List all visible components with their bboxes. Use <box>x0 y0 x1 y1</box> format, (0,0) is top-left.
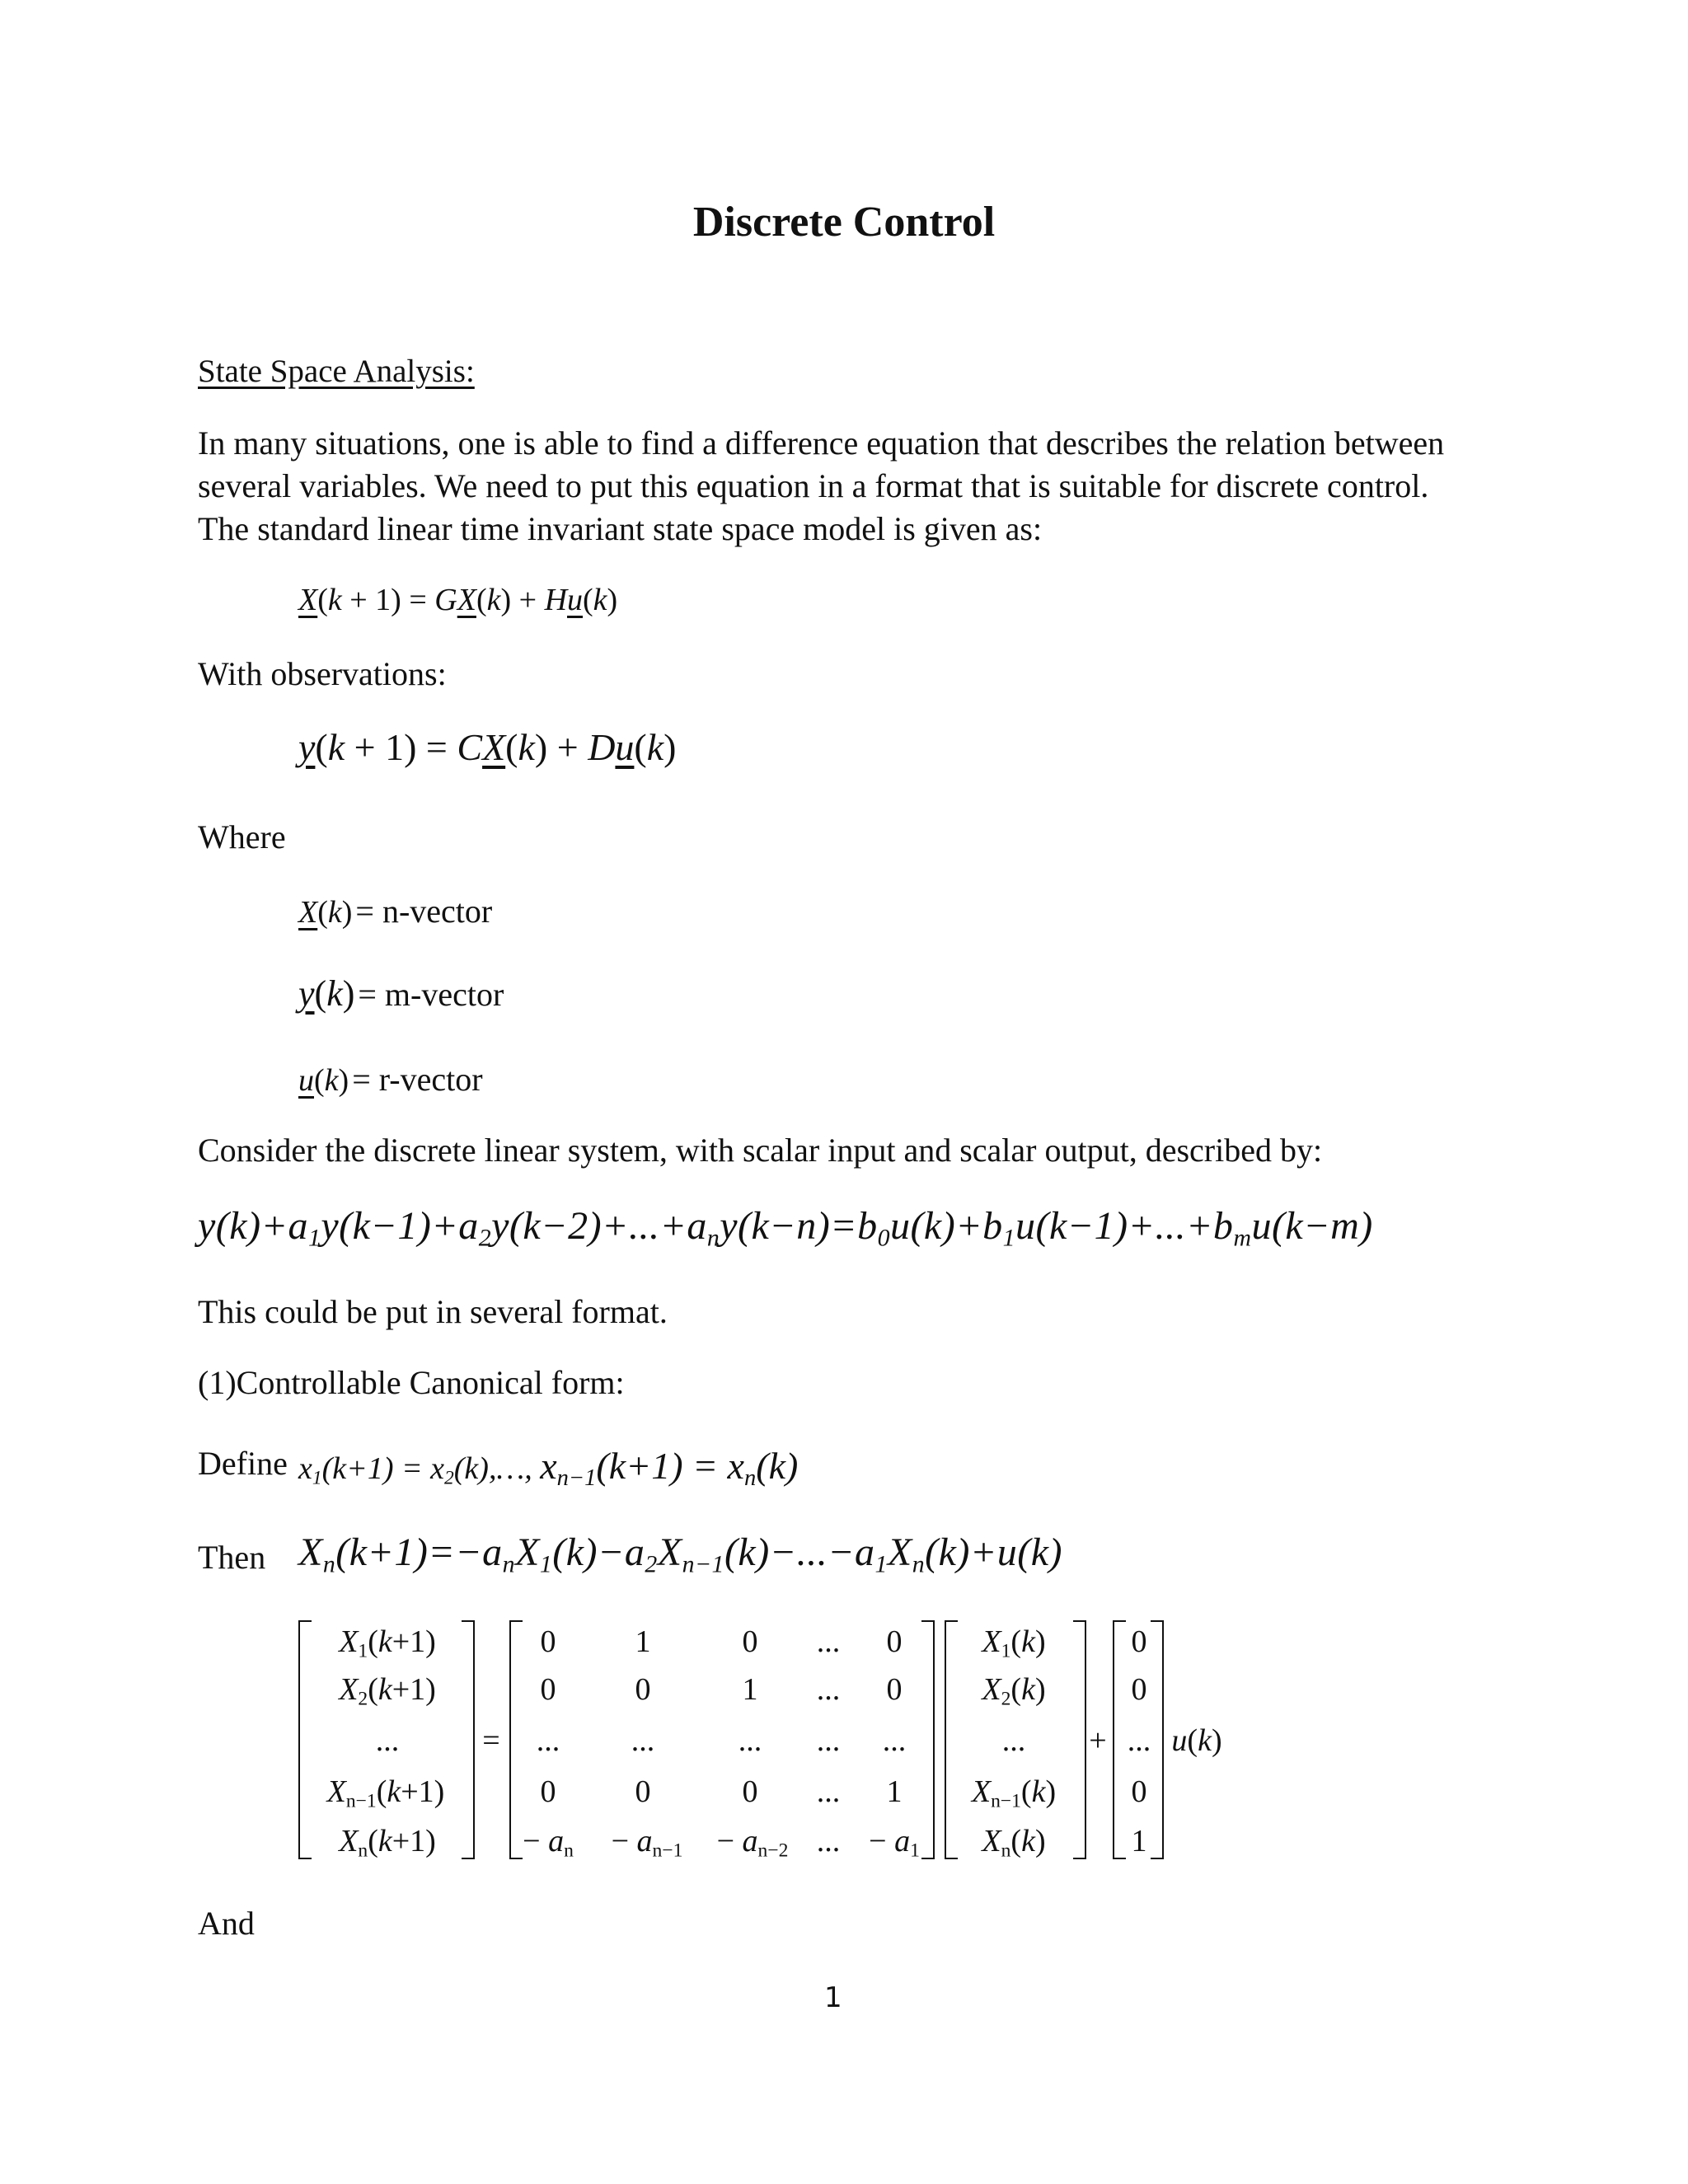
then-equation: $X_n(k+1)=-a_nX_1(k)-a_2X_{n-1}(k)-...-a_1X_n(k)+u(k)$ <box>298 1530 1063 1578</box>
define-equation: $x_1(k+1)$ = $x_2(k),\dots$, $x_{n-1}(k+1) = x_n(k)$ <box>298 1445 799 1491</box>
g-cell: 0 <box>540 1774 556 1809</box>
where-label: Where <box>198 818 286 855</box>
x-row-1: $X_1(k)$ <box>982 1624 1046 1662</box>
section-heading: State Space Analysis: <box>198 354 475 389</box>
g-cell: 0 <box>886 1672 903 1707</box>
y-vector-text: = m-vector <box>358 976 504 1013</box>
formats-text: This could be put in several format. <box>198 1293 668 1330</box>
intro-line-3: The standard linear time invariant state space model is given as: <box>198 510 1043 547</box>
and-label: And <box>198 1905 255 1942</box>
g-cell-an1: − $a_{n-1}$ <box>611 1824 683 1862</box>
g-cell-an2: − $a_{n-2}$ <box>716 1824 789 1862</box>
lhs-right-bracket <box>462 1620 475 1859</box>
g-cell: ... <box>536 1723 560 1758</box>
h-cell: 1 <box>1131 1824 1147 1858</box>
g-cell: ... <box>816 1824 841 1858</box>
x-row-5: $X_n(k)$ <box>982 1824 1046 1862</box>
g-cell: ... <box>816 1774 841 1809</box>
g-cell-a1: − $a_1$ <box>869 1824 920 1862</box>
equals-sign: = <box>482 1723 500 1758</box>
then-label: Then <box>198 1539 266 1576</box>
lhs-row-3: ... <box>375 1723 400 1758</box>
lhs-row-5: $X_n(k+1)$ <box>339 1824 436 1862</box>
x-row-2: $X_2(k)$ <box>982 1672 1046 1710</box>
g-cell: ... <box>816 1624 841 1659</box>
page-number: 1 <box>824 1981 842 2014</box>
x-row-3: ... <box>1001 1723 1026 1758</box>
x-row-4: $X_{n-1}(k)$ <box>971 1774 1057 1812</box>
u-k: u(k) <box>1171 1723 1222 1758</box>
consider-text: Consider the discrete linear system, with scalar input and scalar output, described by: <box>198 1132 1323 1169</box>
form1-label: (1)Controllable Canonical form: <box>198 1364 625 1401</box>
define-label: Define <box>198 1445 288 1482</box>
intro-line-1: In many situations, one is able to find a difference equation that describes the relation between <box>198 424 1445 462</box>
h-cell: 0 <box>1131 1774 1147 1809</box>
lhs-left-bracket <box>298 1620 312 1859</box>
h-cell: ... <box>1127 1723 1151 1758</box>
observation-equation: y(k + 1) = CX(k) + Du(k) <box>298 726 677 768</box>
g-cell: 0 <box>635 1672 651 1707</box>
g-cell: 1 <box>635 1624 651 1659</box>
g-cell: 0 <box>742 1774 758 1809</box>
g-cell: 0 <box>742 1624 758 1659</box>
g-cell-an: − $a_n$ <box>523 1824 574 1862</box>
difference-equation: $y(k)+a_1y(k-1)+a_2y(k-2)+...+a_ny(k-n)=b_0u(k)+b_1u(k-1)+...+b_mu(k-m)$ <box>198 1204 1373 1252</box>
with-observations: With observations: <box>198 655 447 692</box>
state-equation: X(k + 1) = GX(k) + Hu(k) <box>298 583 618 617</box>
y-vector-definition: y(k) = m-vector <box>298 973 504 1014</box>
g-cell: 1 <box>742 1672 758 1707</box>
g-cell: ... <box>882 1723 907 1758</box>
x-vector-text: = n-vector <box>355 893 493 930</box>
h-cell: 0 <box>1131 1624 1147 1659</box>
g-cell: ... <box>816 1723 841 1758</box>
plus-sign: + <box>1089 1723 1107 1758</box>
g-cell: 0 <box>635 1774 651 1809</box>
page-title: Discrete Control <box>692 199 996 246</box>
intro-line-2: several variables. We need to put this equation in a format that is suitable for discrete control. <box>198 467 1429 504</box>
h-cell: 0 <box>1131 1672 1147 1707</box>
lhs-row-4: $X_{n-1}(k+1)$ <box>326 1774 445 1812</box>
g-cell: ... <box>631 1723 655 1758</box>
x-vector-definition: X(k) = n-vector <box>298 893 493 930</box>
g-cell: ... <box>816 1672 841 1707</box>
g-cell: 0 <box>540 1624 556 1659</box>
g-cell: ... <box>738 1723 762 1758</box>
u-vector-definition: u(k) = r-vector <box>298 1061 483 1098</box>
g-cell: 0 <box>540 1672 556 1707</box>
lhs-row-2: $X_2(k+1)$ <box>339 1672 436 1710</box>
u-vector-text: = r-vector <box>352 1061 483 1098</box>
g-cell: 0 <box>886 1624 903 1659</box>
lhs-row-1: $X_1(k+1)$ <box>339 1624 436 1662</box>
g-cell: 1 <box>886 1774 903 1809</box>
